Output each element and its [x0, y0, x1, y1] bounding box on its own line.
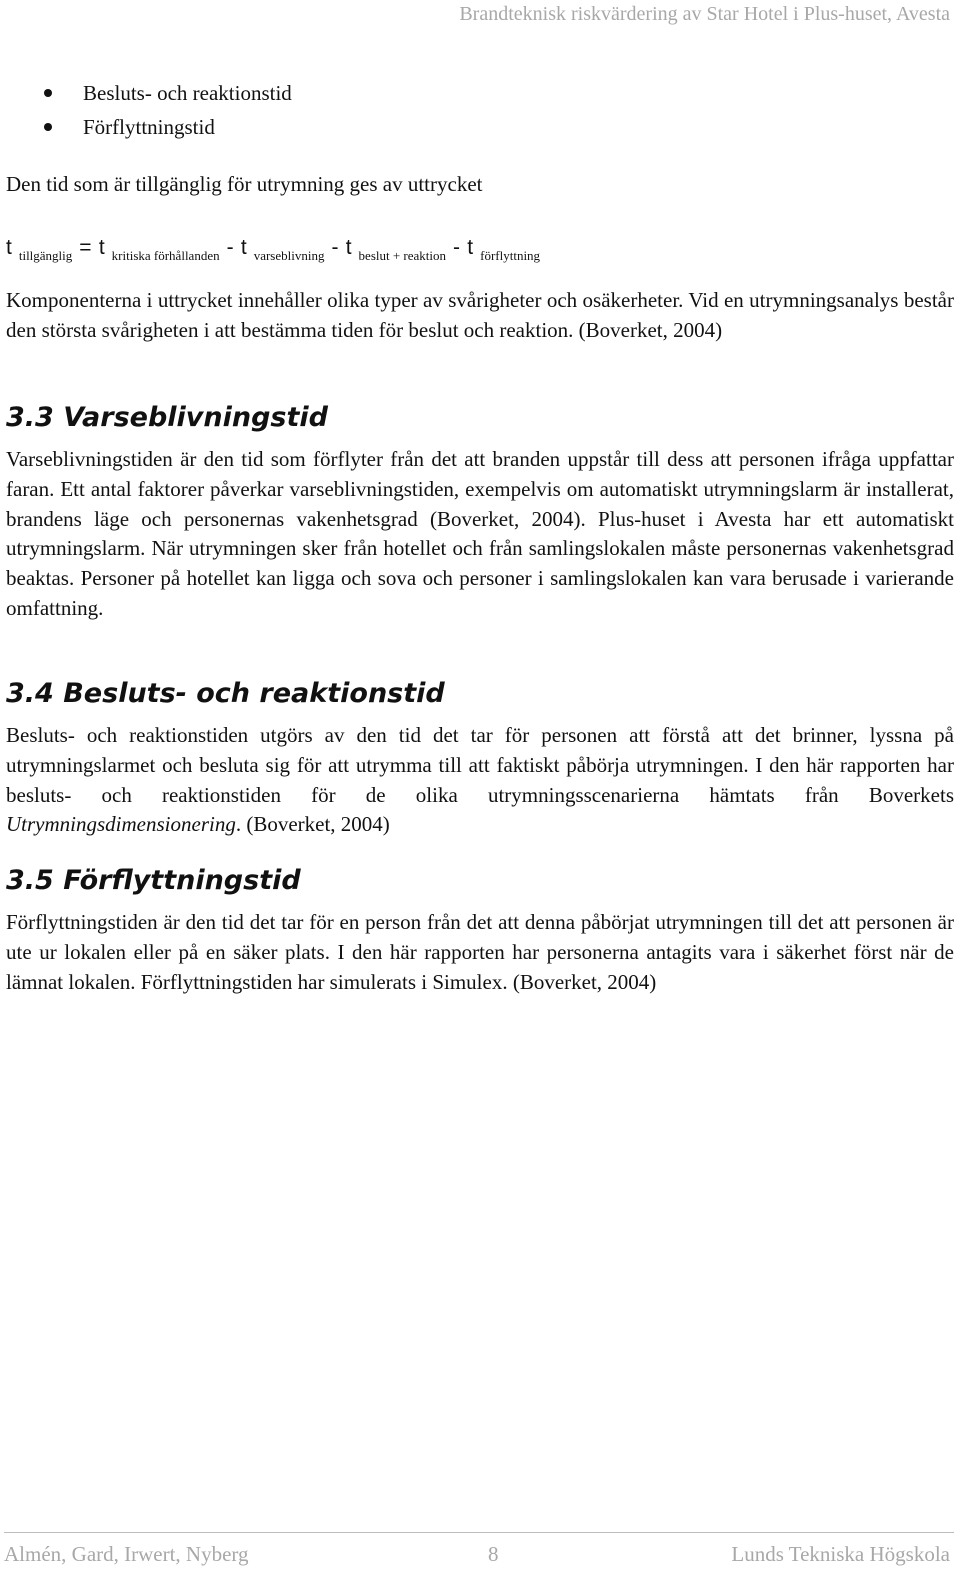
section-body-3-4 — [6, 721, 954, 840]
bullet-item-decision-time: Besluts- och reaktionstid — [6, 76, 292, 110]
section-heading-3-4: 3.4 Besluts- och reaktionstid — [6, 678, 445, 709]
section-body-3-4-text: Besluts- och reaktionstiden utgörs av den tid det tar för personen att förstå att det brinner, lyssna på utrymningslarmet och besluta sig för att utrymma till att faktiskt påbörja utrymningen. I den här rapporten har besluts- och reaktionstiden för de olika utrymningsscenarierna hämtats från Boverkets — [6, 723, 954, 807]
formula-sub-perception: varseblivning — [253, 248, 325, 263]
bullet-list — [6, 76, 292, 144]
available-time-formula — [6, 232, 545, 262]
running-header: Brandteknisk riskvärdering av Star Hotel i Plus-huset, Avesta — [459, 3, 950, 25]
formula-intro: Den tid som är tillgänglig för utrymning ges av uttrycket — [6, 172, 483, 196]
section-body-3-3: Varseblivningstiden är den tid som förflyter från det att branden uppstår till dess att personen ifråga uppfattar faran. Ett antal faktorer påverkar varseblivningstiden, exempelvis om automatiskt utrymningslarm är installerat, brandens läge och personernas vakenhetsgrad (Boverket, 2004). Plus-huset i Avesta har ett automatiskt utrymningslarm. När utrymningen sker från hotellet och från samlingslokalen måste personernas vakenhetsgrad beaktas. Personer på hotellet kan ligga och sova och personer i samlingslokalen kan vara berusade i varierande omfattning. — [6, 447, 954, 620]
bullet-item-movement-time: Förflyttningstid — [6, 110, 292, 144]
formula-t: t — [240, 236, 247, 259]
formula-t: t — [345, 236, 352, 259]
formula-t: t — [98, 236, 105, 259]
formula-sub-critical: kritiska förhållanden — [111, 248, 220, 263]
footer-divider — [4, 1532, 954, 1533]
formula-minus: - — [331, 236, 339, 259]
formula-minus: - — [226, 236, 234, 259]
formula-sub-movement: förflyttning — [480, 248, 541, 263]
section-heading-3-3: 3.3 Varseblivningstid — [6, 402, 328, 433]
formula-t: t — [6, 236, 12, 259]
formula-equals: = — [79, 236, 92, 259]
components-paragraph: Komponenterna i uttrycket innehåller olika typer av svårigheter och osäkerheter. Vid en utrymningsanalys består den största svårigheten i att bestämma tiden för beslut och reaktion. (Boverket, 2004) — [6, 288, 954, 342]
formula-sub-available: tillgänglig — [18, 248, 73, 263]
footer-page-number: 8 — [488, 1542, 499, 1566]
report-title-italic: Utrymningsdimensionering — [6, 812, 236, 837]
formula-t: t — [467, 236, 474, 259]
section-heading-3-5: 3.5 Förflyttningstid — [6, 865, 301, 896]
formula-sub-decision: beslut + reaktion — [358, 248, 447, 263]
footer-authors: Almén, Gard, Irwert, Nyberg — [4, 1542, 249, 1566]
section-body-3-5: Förflyttningstiden är den tid det tar för en person från det att denna påbörjat utrymningen till det att personen är ute ur lokalen eller på en säker plats. I den här rapporten har personerna antagits vara i säkerhet först när de lämnat lokalen. Förflyttningstiden har simulerats i Simulex. (Boverket, 2004) — [6, 910, 954, 994]
section-body-3-4-citation: . (Boverket, 2004) — [235, 812, 390, 837]
footer-institution: Lunds Tekniska Högskola — [731, 1542, 950, 1566]
formula-minus: - — [453, 236, 461, 259]
